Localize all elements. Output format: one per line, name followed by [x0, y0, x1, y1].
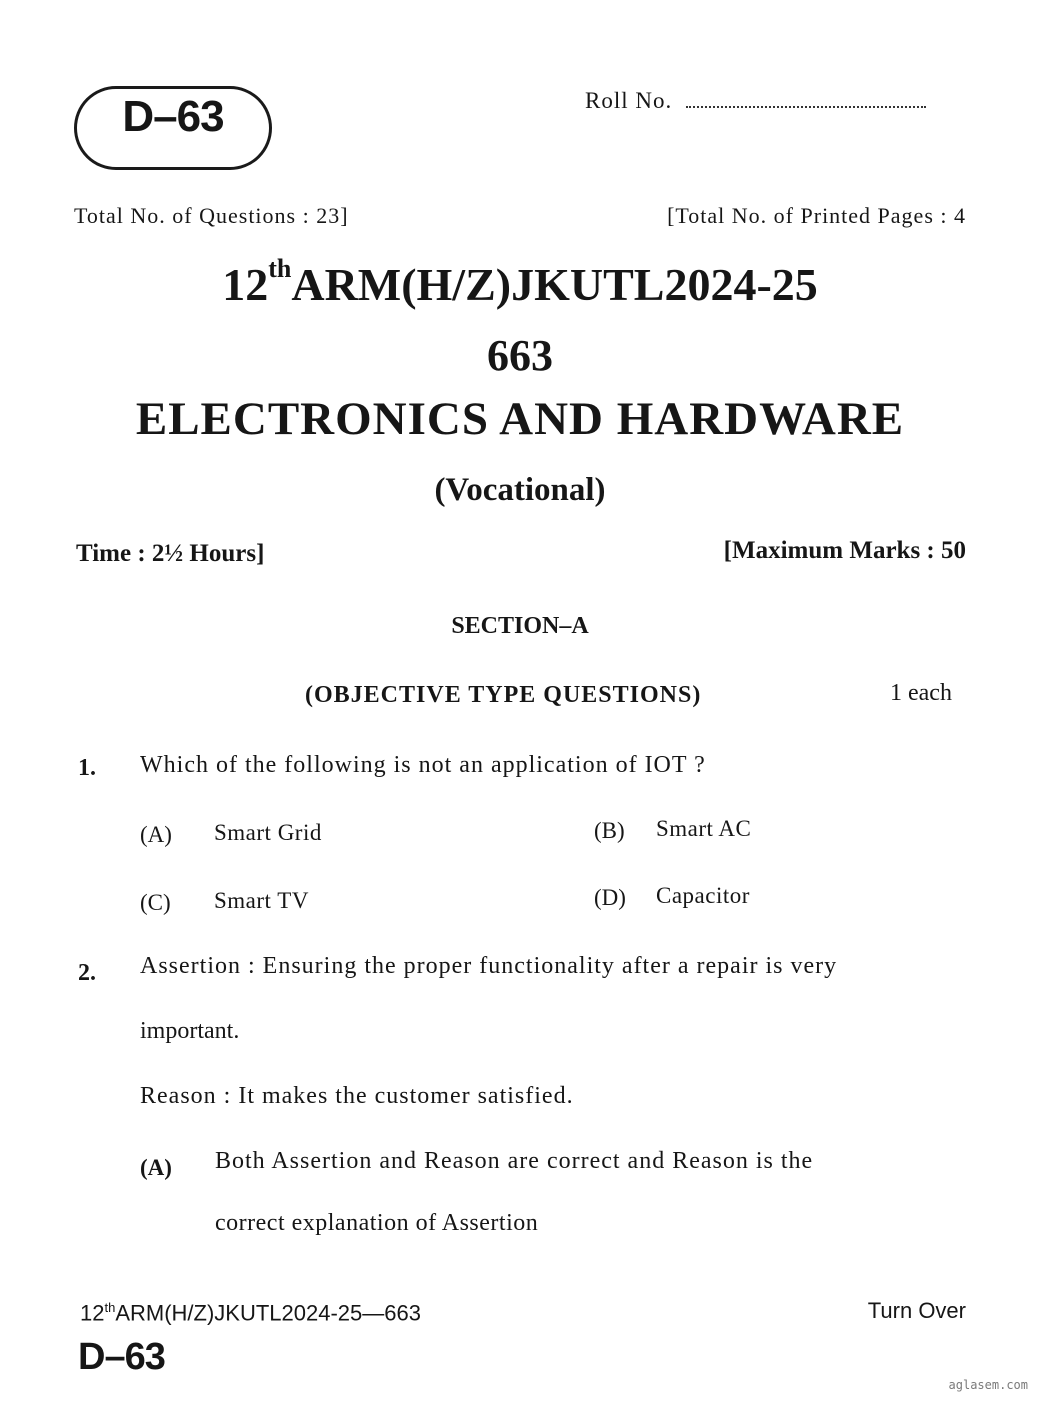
roll-no-blank [686, 88, 926, 108]
roll-no-label: Roll No. [585, 88, 673, 113]
maximum-marks: [Maximum Marks : 50 [723, 537, 966, 564]
reason-text: Reason : It makes the customer satisfied. [140, 1083, 574, 1109]
marks-each: 1 each [890, 680, 952, 706]
option-label: (C) [140, 890, 171, 915]
footer-code-prefix: 12 [80, 1300, 105, 1326]
assertion-text: Assertion : Ensuring the proper functionality after a repair is very [140, 953, 838, 979]
exam-code-prefix: 12 [222, 259, 269, 310]
time-allowed: Time : 2½ Hours] [76, 540, 265, 567]
question-number: 2. [78, 960, 96, 986]
footer-code-rest: ARM(H/Z)JKUTL2024-25—663 [115, 1300, 421, 1326]
section-heading: SECTION–A [451, 613, 589, 639]
option-text: Capacitor [656, 883, 750, 908]
option-text: Smart Grid [214, 820, 322, 845]
watermark: aglasem.com [948, 1378, 1028, 1392]
footer-paper-code: D–63 [78, 1336, 165, 1378]
option-label: (A) [140, 1155, 172, 1180]
stream: (Vocational) [434, 472, 606, 508]
subject-code: 663 [487, 331, 553, 380]
question-number: 1. [78, 755, 96, 781]
roll-no [585, 88, 926, 114]
assertion-text-cont: important. [140, 1018, 240, 1044]
option-text: Both Assertion and Reason are correct and Reason is the [215, 1148, 814, 1174]
total-questions: Total No. of Questions : 23] [74, 203, 349, 228]
option-text: Smart AC [656, 816, 752, 841]
footer-exam-code [80, 1300, 421, 1326]
turn-over: Turn Over [867, 1298, 966, 1323]
question-text: Which of the following is not an application of IOT ? [140, 752, 706, 778]
option-label: (B) [594, 818, 625, 843]
exam-code-title [0, 254, 1040, 311]
option-text: Smart TV [214, 888, 309, 913]
total-pages: [Total No. of Printed Pages : 4 [667, 203, 966, 228]
footer-code-sup: th [104, 1300, 116, 1315]
paper-code: D–63 [122, 92, 224, 141]
exam-code-sup: th [268, 254, 292, 283]
option-label: (A) [140, 822, 172, 847]
option-label: (D) [594, 885, 626, 910]
option-text-cont: correct explanation of Assertion [215, 1210, 539, 1236]
subject-title: ELECTRONICS AND HARDWARE [135, 393, 905, 445]
section-type: (OBJECTIVE TYPE QUESTIONS) [305, 682, 702, 708]
exam-code-rest: ARM(H/Z)JKUTL2024-25 [291, 259, 818, 310]
